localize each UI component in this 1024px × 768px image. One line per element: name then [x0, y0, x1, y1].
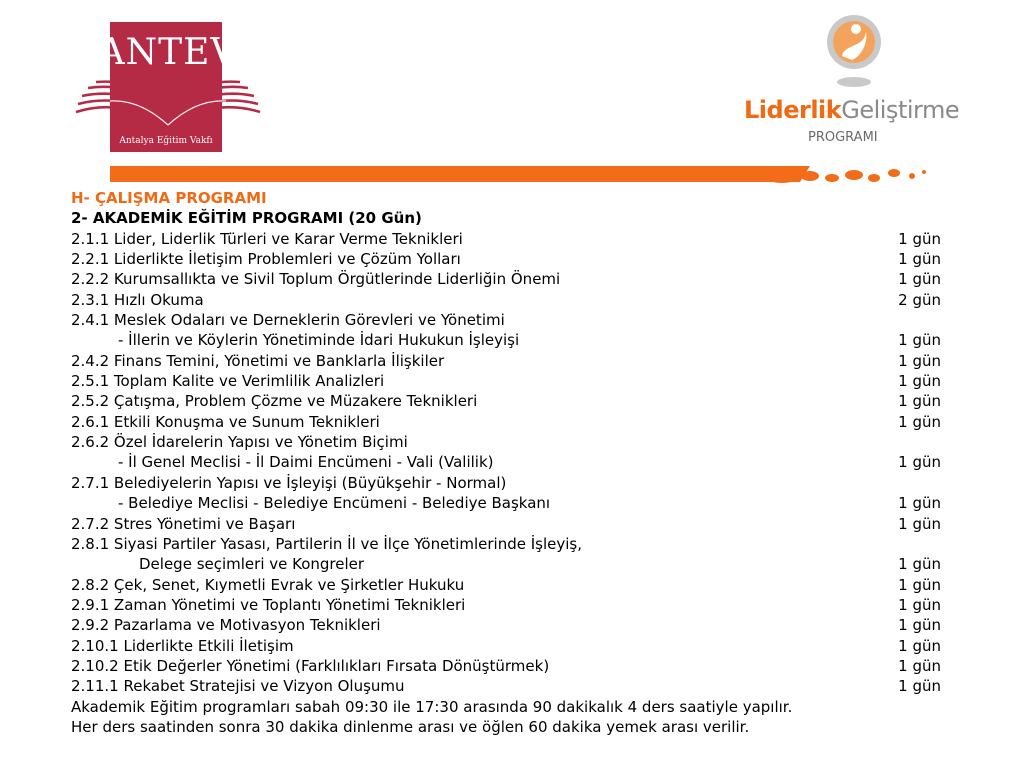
program-item-text: 2.2.1 Liderlikte İletişim Problemleri ve Çözüm Yolları	[71, 250, 461, 269]
liderlik-logo-title-part2: Geliştirme	[841, 96, 960, 124]
program-item	[71, 432, 941, 452]
liderlik-logo-subtitle: PROGRAMI	[808, 130, 878, 145]
program-item	[71, 636, 941, 656]
program-item-duration: 1 gün	[898, 270, 941, 289]
program-item-text: - İl Genel Meclisi - İl Daimi Encümeni - Vali (Valilik)	[118, 453, 494, 472]
person-emblem-icon	[822, 12, 886, 92]
antev-logo	[74, 22, 262, 154]
program-item	[71, 595, 941, 615]
program-item	[71, 493, 941, 513]
program-item	[71, 575, 941, 595]
program-item-duration: 1 gün	[898, 412, 941, 431]
program-item-text: 2.4.2 Finans Temini, Yönetimi ve Banklarla İlişkiler	[71, 351, 445, 370]
program-item-text: - İllerin ve Köylerin Yönetiminde İdari Hukukun İşleyişi	[118, 331, 520, 350]
program-item-text: 2.6.1 Etkili Konuşma ve Sunum Teknikleri	[71, 412, 380, 431]
program-item-text: 2.8.1 Siyasi Partiler Yasası, Partilerin İl ve İlçe Yönetimlerinde İşleyiş,	[71, 534, 582, 553]
program-item-text: 2.2.2 Kurumsallıkta ve Sivil Toplum Örgütlerinde Liderliğin Önemi	[71, 270, 561, 289]
program-item	[71, 452, 941, 472]
program-item	[71, 229, 941, 249]
liderlik-logo	[740, 12, 970, 152]
program-item-duration: 1 gün	[898, 616, 941, 635]
antev-logo-tagline: Antalya Eğitim Vakfı	[119, 136, 213, 146]
program-item-duration: 1 gün	[898, 555, 941, 574]
program-item	[71, 534, 941, 554]
program-item-text: 2.5.2 Çatışma, Problem Çözme ve Müzakere Teknikleri	[71, 392, 478, 411]
program-item-duration: 1 gün	[898, 229, 941, 248]
program-item	[71, 473, 941, 493]
program-item-text: 2.8.2 Çek, Senet, Kıymetli Evrak ve Şirketler Hukuku	[71, 575, 465, 594]
program-item-text: 2.6.2 Özel İdarelerin Yapısı ve Yönetim Biçimi	[71, 433, 408, 452]
open-book-icon	[74, 74, 262, 136]
program-item	[71, 514, 941, 534]
liderlik-logo-title-part1: Liderlik	[744, 96, 842, 124]
program-item	[71, 615, 941, 635]
note-line: Akademik Eğitim programları sabah 09:30 ile 17:30 arasında 90 dakikalık 4 ders saatiyle yapılır.	[71, 697, 793, 716]
program-item-duration: 1 gün	[898, 392, 941, 411]
program-item	[71, 412, 941, 432]
program-item	[71, 351, 941, 371]
program-item-text: Delege seçimleri ve Kongreler	[139, 555, 365, 574]
orange-header-band	[110, 166, 930, 184]
section-title: H- ÇALIŞMA PROGRAMI	[71, 189, 267, 207]
program-item-duration: 1 gün	[898, 331, 941, 350]
program-title: 2- AKADEMİK EĞİTİM PROGRAMI (20 Gün)	[71, 209, 422, 228]
program-item-duration: 1 gün	[898, 677, 941, 696]
program-item-text: - Belediye Meclisi - Belediye Encümeni - Belediye Başkanı	[118, 494, 551, 513]
program-item-text: 2.10.1 Liderlikte Etkili İletişim	[71, 636, 294, 655]
program-item	[71, 269, 941, 289]
program-item	[71, 330, 941, 350]
program-item-duration: 1 gün	[898, 372, 941, 391]
program-item-duration: 1 gün	[898, 636, 941, 655]
program-item	[71, 554, 941, 574]
program-item	[71, 656, 941, 676]
program-item-duration: 1 gün	[898, 514, 941, 533]
program-item-text: 2.5.1 Toplam Kalite ve Verimlilik Analizleri	[71, 372, 385, 391]
program-item-text: 2.1.1 Lider, Liderlik Türleri ve Karar Verme Teknikleri	[71, 229, 463, 248]
liderlik-logo-title	[744, 96, 959, 124]
program-item-duration: 1 gün	[898, 656, 941, 675]
program-document	[71, 188, 941, 737]
antev-logo-word: ANTEV	[98, 32, 238, 73]
program-item-text: 2.10.2 Etik Değerler Yönetimi (Farklılıkları Fırsata Dönüştürmek)	[71, 656, 550, 675]
program-item-duration: 2 gün	[898, 290, 941, 309]
program-item	[71, 249, 941, 269]
program-item	[71, 371, 941, 391]
program-item-text: 2.3.1 Hızlı Okuma	[71, 290, 204, 309]
program-item-text: 2.9.1 Zaman Yönetimi ve Toplantı Yönetimi Teknikleri	[71, 595, 466, 614]
note-line: Her ders saatinden sonra 30 dakika dinlenme arası ve öğlen 60 dakika yemek arası verilir.	[71, 717, 750, 736]
program-item-duration: 1 gün	[898, 575, 941, 594]
program-item-text: 2.4.1 Meslek Odaları ve Derneklerin Görevleri ve Yönetimi	[71, 311, 505, 330]
program-item-duration: 1 gün	[898, 250, 941, 269]
program-item-text: 2.7.1 Belediyelerin Yapısı ve İşleyişi (Büyükşehir - Normal)	[71, 473, 507, 492]
program-item-text: 2.9.2 Pazarlama ve Motivasyon Teknikleri	[71, 616, 381, 635]
program-item	[71, 290, 941, 310]
program-item	[71, 676, 941, 696]
program-item-duration: 1 gün	[898, 351, 941, 370]
program-item	[71, 391, 941, 411]
program-item-list	[71, 229, 941, 697]
program-item-duration: 1 gün	[898, 595, 941, 614]
program-item-duration: 1 gün	[898, 453, 941, 472]
program-item-text: 2.11.1 Rekabet Stratejisi ve Vizyon Oluşumu	[71, 677, 405, 696]
program-item-duration: 1 gün	[898, 494, 941, 513]
program-item-text: 2.7.2 Stres Yönetimi ve Başarı	[71, 514, 296, 533]
program-item	[71, 310, 941, 330]
